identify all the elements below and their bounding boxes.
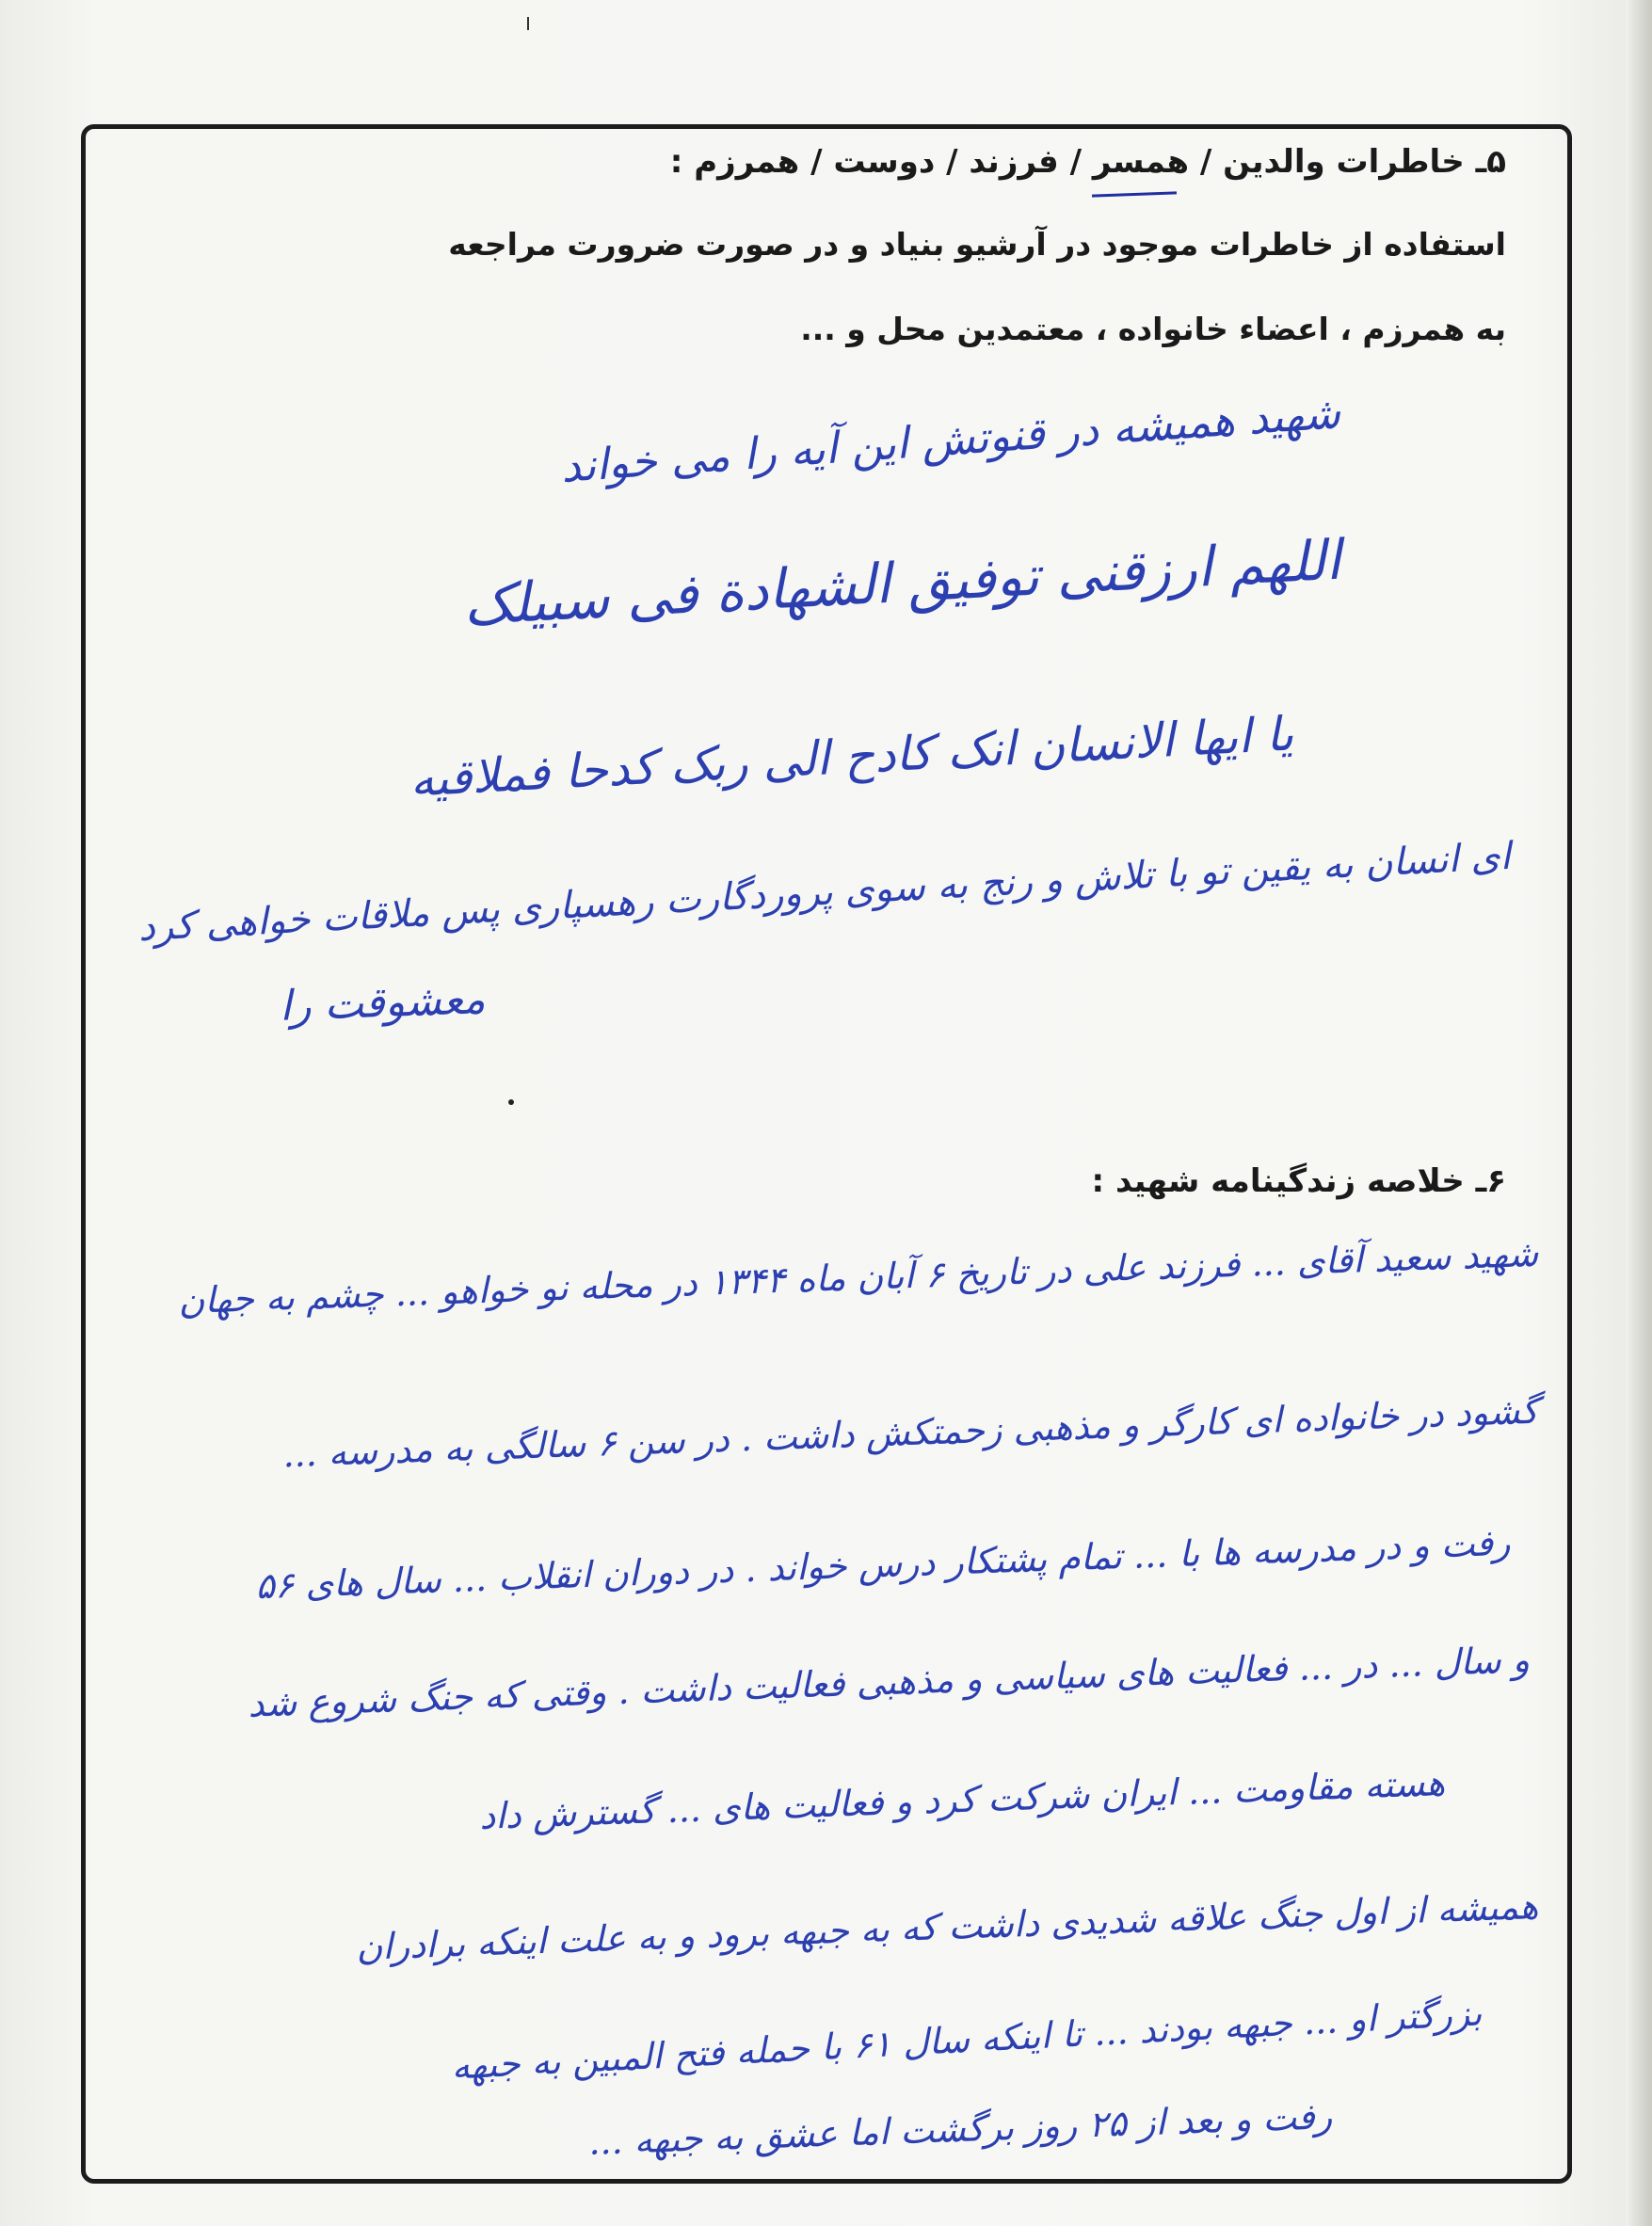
- section5-instruction-line2: به همرزم ، اعضاء خانواده ، معتمدین محل و ...: [800, 311, 1506, 347]
- memory-handwriting-line: اللهم ارزقنی توفیق الشهادة فی سبیلک: [462, 527, 1343, 638]
- memory-handwriting-line: معشوقت را: [278, 975, 486, 1031]
- biography-handwriting-line: و سال ... در ... فعالیت های سیاسی و مذهبی فعالیت داشت . وقتی که جنگ شروع شد: [247, 1639, 1531, 1725]
- section6-heading: ۶ـ خلاصه زندگینامه شهید :: [1091, 1162, 1506, 1200]
- section5-instruction-line1: استفاده از خاطرات موجود در آرشیو بنیاد و در صورت ضرورت مراجعه: [448, 226, 1506, 263]
- memory-handwriting-line: ای انسان به یقین تو با تلاش و رنج به سوی پروردگارت رهسپاری پس ملاقات خواهی کرد: [136, 834, 1512, 951]
- biography-handwriting-line: هسته مقاومت ... ایران شرکت کرد و فعالیت های ... گسترش داد: [478, 1762, 1446, 1837]
- ink-dot: [508, 1099, 514, 1105]
- page-edge-shadow: [1626, 0, 1652, 2226]
- biography-handwriting-line: گشود در خانواده ای کارگر و مذهبی زحمتکش داشت . در سن ۶ سالگی به مدرسه ...: [282, 1389, 1540, 1476]
- scan-mark: [527, 17, 529, 30]
- biography-handwriting-line: بزرگتر او ... جبهه بودند ... تا اینکه سال ۶۱ با حمله فتح المبین به جبهه: [450, 1992, 1484, 2088]
- memory-handwriting-line: شهید همیشه در قنوتش این آیه را می خواند: [559, 387, 1342, 492]
- biography-handwriting-line: شهید سعید آقای ... فرزند علی در تاریخ ۶ آبان ماه ۱۳۴۴ در محله نو خواهو ... چشم به جهان: [178, 1232, 1540, 1322]
- biography-handwriting-line: رفت و در مدرسه ها با ... تمام پشتکار درس خواند . در دوران انقلاب ... سال های ۵۶: [254, 1521, 1512, 1608]
- section5-heading: ۵ـ خاطرات والدین / همسر / فرزند / دوست / همرزم :: [669, 143, 1506, 181]
- memory-handwriting-line: یا ایها الانسان انک کادح الی ربک کدحا فملاقیه: [409, 706, 1295, 808]
- biography-handwriting-line: همیشه از اول جنگ علاقه شدیدی داشت که به جبهه برود و به علت اینکه برادران: [355, 1885, 1540, 1968]
- biography-handwriting-line: رفت و بعد از ۲۵ روز برگشت اما عشق به جبهه ...: [587, 2095, 1333, 2163]
